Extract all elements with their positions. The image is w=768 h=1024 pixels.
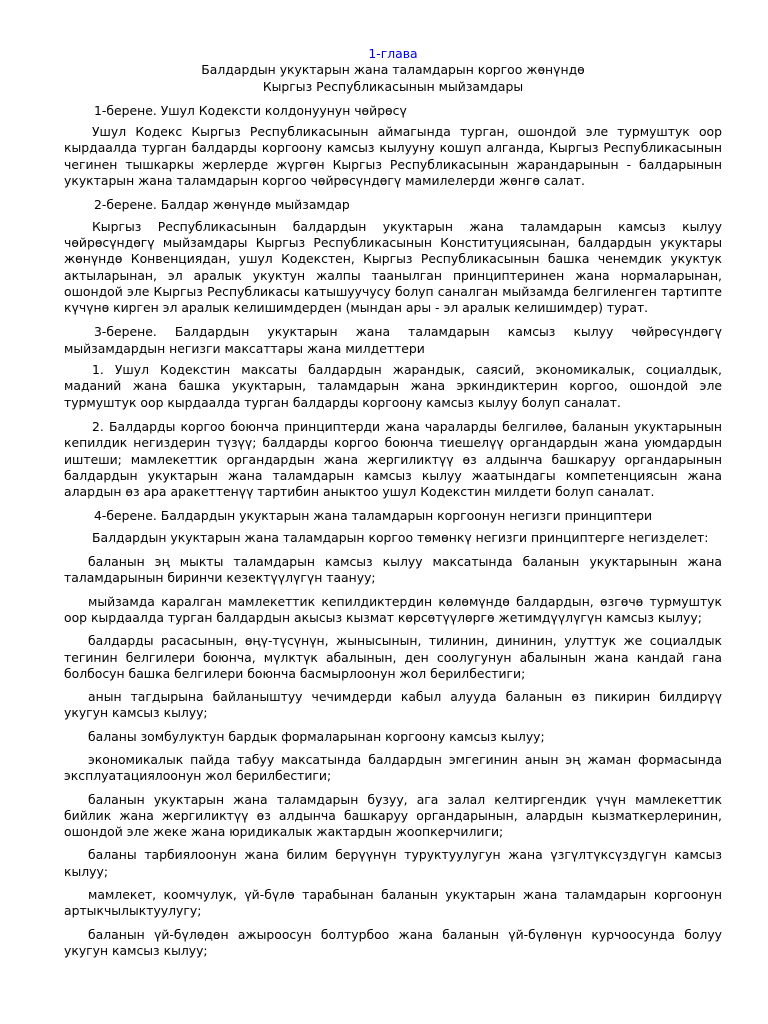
article-4-intro: Балдардын укуктарын жана таламдарын коргоо төмөнкү негизги принциптерге негизделет:: [92, 529, 709, 545]
list-item: баланын эң мыкты таламдарын камсыз кылуу максатында баланын укуктарынын жана таламдарынын биринчи кезектүүлүгүн таануу;: [64, 554, 722, 586]
list-item: баланы зомбулуктун бардык формаларынан коргоону камсыз кылуу;: [88, 728, 545, 744]
article-3-paragraph-1: 1. Ушул Кодекстин максаты балдардын жарандык, саясий, экономикалык, социалдык, маданий жана башка укуктарын, таламдарын жана эркиндиктерин коргоо, ошондой эле турмуштук оор кырдаалда турган балдарды коргоону камсыз кылуу болуп саналат.: [64, 362, 722, 410]
list-item: баланы тарбиялоонун жана билим берүүнүн туруктуулугун жана үзгүлтүксүздүгүн камсыз кылуу;: [64, 847, 722, 879]
chapter-link[interactable]: 1-глава: [368, 46, 418, 61]
article-1-paragraph: Ушул Кодекс Кыргыз Республикасынын аймагында турган, ошондой эле турмуштук оор кырдаалда турган балдарды коргоону камсыз кылууну кошуп алганда, Кыргыз Республикасынын чегинен тышкаркы жерлерде жүргөн Кыргыз Республикасынын жарандарынын - балдарынын укуктарын жана таламдарын коргоо чөйрөсүндөгү мамилелерди жөнгө салат.: [64, 124, 722, 189]
article-3-heading: 3-берене. Балдардын укуктарын жана таламдарын камсыз кылуу чөйрөсүндөгү мыйзамдардын негизги максаттары жана милдеттери: [64, 324, 722, 356]
article-1-heading: 1-берене. Ушул Кодексти колдонуунун чөйрөсү: [94, 102, 407, 118]
chapter-title-line-2: Кыргыз Республикасынын мыйзамдары: [262, 78, 524, 94]
article-3-paragraph-2: 2. Балдарды коргоо боюнча принциптерди жана чараларды белгилөө, баланын укуктарынын кепилдик негиздерин түзүү; балдарды коргоо боюнча тиешелүү органдардын жана уюмдардын иштеши; мамлекеттик органдардын жана жергиликтүү өз алдынча башкаруу органдарынын балдардын укуктарын жана таламдарын камсыз кылуу жаатындагы компетенциясын жана алардын өз ара аракеттенүү тартибин аныктоо ушул Кодекстин милдети болуп саналат.: [64, 418, 722, 500]
list-item: баланын укуктарын жана таламдарын бузуу, ага залал келтиргендик үчүн мамлекеттик бийлик жана жергиликтүү өз алдынча башкаруу органдарынын, алардын кызматкерлеринин, ошондой эле жеке жана юридикалык жактардын жоопкерчилиги;: [64, 791, 722, 840]
list-item: мамлекет, коомчулук, үй-бүлө тарабынан баланын укуктарын жана таламдарын коргоонун артыкчылыктуулугу;: [64, 887, 722, 919]
list-item: анын тагдырына байланыштуу чечимдерди кабыл алууда баланын өз пикирин билдирүү укугун камсыз кылуу;: [64, 689, 722, 721]
list-item: экономикалык пайда табуу максатында балдардын эмгегинин анын эң жаман формасында эксплуатациялоонун жол берилбестиги;: [64, 751, 722, 784]
article-2-heading: 2-берене. Балдар жөнүндө мыйзамдар: [94, 197, 350, 213]
article-2-paragraph: Кыргыз Республикасынын балдардын укуктарын жана таламдарын камсыз кылуу чөйрөсүндөгү мыйзамдары Кыргыз Республикасынын Конституциясынан, балдардын укуктары жөнүндө Конвенциядан, ушул Кодекстен, Кыргыз Республикасынын башка ченемдик укуктук актыларынан, эл аралык укуктун жалпы таанылган принциптеринен жана нормаларынан, ошондой эле Кыргыз Республикасы катышуучусу болуп саналган мыйзамда белгиленген тартипте күчүнө кирген эл аралык келишимдерден (мындан ары - эл аралык келишимдер) турат.: [64, 218, 722, 316]
chapter-title-line-1: Балдардын укуктарын жана таламдарын коргоо жөнүндө: [201, 62, 585, 78]
list-item: баланын үй-бүлөдөн ажыроосун болтурбоо жана баланын үй-бүлөнүн курчоосунда болуу укугун камсыз кылуу;: [64, 926, 722, 958]
article-4-heading: 4-берене. Балдардын укуктарын жана таламдарын коргоонун негизги принциптери: [94, 508, 653, 524]
list-item: мыйзамда каралган мамлекеттик кепилдиктердин көлөмүндө балдардын, өзгөчө турмуштук оор кырдаалда турган балдардын акысыз кызмат көрсөтүүлөргө жетимдүүлүгүн камсыз кылуу;: [64, 593, 722, 625]
list-item: балдарды расасынын, өңү-түсүнүн, жынысынын, тилинин, дининин, улуттук же социалдык тегинин белгилери боюнча, мүлктүк абалынын, ден соолугунун абалынын жана кандай гана болбосун башка белгилери боюнча басмырлоонун жол берилбестиги;: [64, 633, 722, 681]
